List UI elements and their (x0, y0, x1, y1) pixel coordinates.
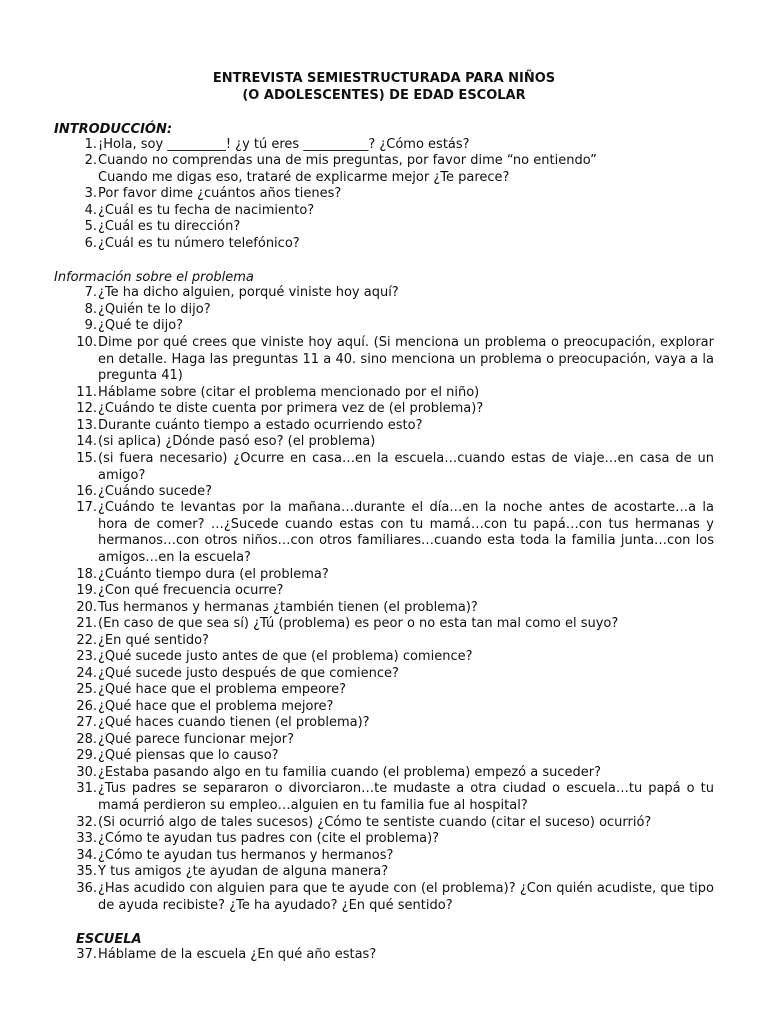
question-text: Dime por qué crees que viniste hoy aquí. (Si menciona un problema o preocupación, explorar en detalle. Haga las preguntas 11 a 40. sino menciona un problema o preocupación, vaya a la pregunta 41) (98, 335, 714, 383)
question-number: 9. (84, 318, 97, 333)
question-number: 10. (76, 335, 97, 350)
question-item (70, 649, 714, 666)
question-text: ¿Cuánto tiempo dura (el problema? (98, 567, 329, 582)
question-item (70, 203, 714, 220)
question-number: 23. (76, 649, 97, 664)
question-item (70, 153, 714, 186)
question-number: 1. (84, 137, 97, 152)
question-item (70, 864, 714, 881)
question-text: ¿Te ha dicho alguien, porqué viniste hoy aquí? (98, 285, 399, 300)
question-number: 8. (84, 302, 97, 317)
section-heading-escuela: ESCUELA (76, 932, 142, 947)
question-number: 15. (76, 451, 97, 466)
question-item (70, 881, 714, 914)
question-number: 36. (76, 881, 97, 896)
question-text: Por favor dime ¿cuántos años tienes? (98, 186, 342, 201)
question-number: 24. (76, 666, 97, 681)
question-item (70, 219, 714, 236)
question-text: ¿Qué te dijo? (98, 318, 184, 333)
question-number: 37. (76, 947, 97, 962)
question-item (70, 781, 714, 814)
question-text: ¿Qué hace que el problema mejore? (98, 699, 334, 714)
question-text: ¿Quién te lo dijo? (98, 302, 211, 317)
question-item (70, 848, 714, 865)
question-number: 32. (76, 815, 97, 830)
question-number: 19. (76, 583, 97, 598)
question-number: 26. (76, 699, 97, 714)
question-text: (En caso de que sea sí) ¿Tú (problema) es peor o no esta tan mal como el suyo? (98, 616, 619, 631)
question-text: ¿Qué piensas que lo causo? (98, 748, 279, 763)
question-number: 30. (76, 765, 97, 780)
question-number: 31. (76, 781, 97, 796)
question-number: 14. (76, 434, 97, 449)
question-number: 22. (76, 633, 97, 648)
question-item (70, 318, 714, 335)
question-text: ¿Cuándo te levantas por la mañana…durante el día…en la noche antes de acostarte…a la hora de comer? …¿Sucede cuando estas con tu mamá…con tu papá…con tus hermanas y hermanos…con otros niños…con otros familiares…cuando esta toda la familia junta…con los amigos…en la escuela? (98, 500, 714, 565)
question-number: 7. (84, 285, 97, 300)
question-item (70, 583, 714, 600)
question-number: 25. (76, 682, 97, 697)
question-number: 34. (76, 848, 97, 863)
question-text: Durante cuánto tiempo a estado ocurriendo esto? (98, 418, 423, 433)
question-item (70, 385, 714, 402)
question-item (70, 434, 714, 451)
question-number: 35. (76, 864, 97, 879)
document-subtitle: (O ADOLESCENTES) DE EDAD ESCOLAR (242, 88, 526, 103)
question-number: 21. (76, 616, 97, 631)
section-heading-introduccion: INTRODUCCIÓN: (54, 122, 173, 137)
question-text: Háblame de la escuela ¿En qué año estas? (98, 947, 377, 962)
subsection-heading-problema: Información sobre el problema (54, 270, 254, 285)
question-number: 2. (84, 153, 97, 168)
question-text: ¿Qué hace que el problema empeore? (98, 682, 347, 697)
question-item (70, 600, 714, 617)
question-text: ¿Cuándo sucede? (98, 484, 213, 499)
question-number: 3. (84, 186, 97, 201)
question-text: ¿Cuál es tu dirección? (98, 219, 241, 234)
question-number: 6. (84, 236, 97, 251)
question-item (70, 699, 714, 716)
question-text: Tus hermanos y hermanas ¿también tienen (el problema)? (98, 600, 478, 615)
question-item (70, 236, 714, 253)
question-item (70, 451, 714, 484)
question-text: ¿Estaba pasando algo en tu familia cuando (el problema) empezó a suceder? (98, 765, 602, 780)
question-text: ¿Qué sucede justo después de que comience? (98, 666, 399, 681)
question-item (70, 401, 714, 418)
question-number: 5. (84, 219, 97, 234)
question-text: ¡Hola, soy _________! ¿y tú eres __________? ¿Cómo estás? (98, 137, 470, 152)
question-text: ¿Con qué frecuencia ocurre? (98, 583, 284, 598)
question-item (70, 831, 714, 848)
question-item (70, 815, 714, 832)
question-item (70, 715, 714, 732)
question-text: ¿Qué haces cuando tienen (el problema)? (98, 715, 370, 730)
question-number: 12. (76, 401, 97, 416)
question-item (70, 765, 714, 782)
question-number: 4. (84, 203, 97, 218)
question-item (70, 567, 714, 584)
question-text: ¿Cómo te ayudan tus padres con (cite el problema)? (98, 831, 440, 846)
question-text: ¿Has acudido con alguien para que te ayude con (el problema)? ¿Con quién acudiste, que tipo de ayuda recibiste? ¿Te ha ayudado? ¿En qué sentido? (98, 881, 714, 913)
question-item (70, 285, 714, 302)
question-item (70, 682, 714, 699)
question-item (70, 302, 714, 319)
question-text: (Si ocurrió algo de tales sucesos) ¿Cómo te sentiste cuando (citar el suceso) ocurrió? (98, 815, 652, 830)
question-number: 18. (76, 567, 97, 582)
question-number: 33. (76, 831, 97, 846)
question-text: (si aplica) ¿Dónde pasó eso? (el problema) (98, 434, 376, 449)
question-item (70, 484, 714, 501)
question-item (70, 418, 714, 435)
question-text: ¿Cómo te ayudan tus hermanos y hermanos? (98, 848, 394, 863)
question-text: Háblame sobre (citar el problema mencionado por el niño) (98, 385, 480, 400)
question-item (70, 186, 714, 203)
question-text: ¿Qué sucede justo antes de que (el problema) comience? (98, 649, 473, 664)
question-number: 29. (76, 748, 97, 763)
question-item (70, 633, 714, 650)
question-number: 27. (76, 715, 97, 730)
question-item (70, 732, 714, 749)
question-text: Y tus amigos ¿te ayudan de alguna manera? (98, 864, 389, 879)
question-text: ¿Cuándo te diste cuenta por primera vez de (el problema)? (98, 401, 484, 416)
question-item (70, 947, 714, 964)
question-text: (si fuera necesario) ¿Ocurre en casa…en la escuela…cuando estas de viaje…en casa de un amigo? (98, 451, 714, 483)
question-number: 28. (76, 732, 97, 747)
question-item (70, 500, 714, 566)
question-number: 13. (76, 418, 97, 433)
question-item (70, 137, 714, 154)
question-text: ¿Tus padres se separaron o divorciaron…te mudaste a otra ciudad o escuela…tu papá o tu mamá perdieron su empleo…alguien en tu familia fue al hospital? (98, 781, 714, 813)
question-item (70, 616, 714, 633)
question-number: 17. (76, 500, 97, 515)
document-title: ENTREVISTA SEMIESTRUCTURADA PARA NIÑOS (212, 71, 556, 86)
question-text: ¿Cuál es tu número telefónico? (98, 236, 300, 251)
question-text: ¿En qué sentido? (98, 633, 209, 648)
question-text: ¿Cuál es tu fecha de nacimiento? (98, 203, 315, 218)
question-item (70, 666, 714, 683)
question-number: 16. (76, 484, 97, 499)
question-number: 20. (76, 600, 97, 615)
question-text: Cuando no comprendas una de mis preguntas, por favor dime “no entiendo” Cuando me digas eso, trataré de explicarme mejor ¿Te parece? (98, 153, 597, 185)
question-item (70, 335, 714, 385)
question-item (70, 748, 714, 765)
question-number: 11. (76, 385, 97, 400)
question-text: ¿Qué parece funcionar mejor? (98, 732, 294, 747)
